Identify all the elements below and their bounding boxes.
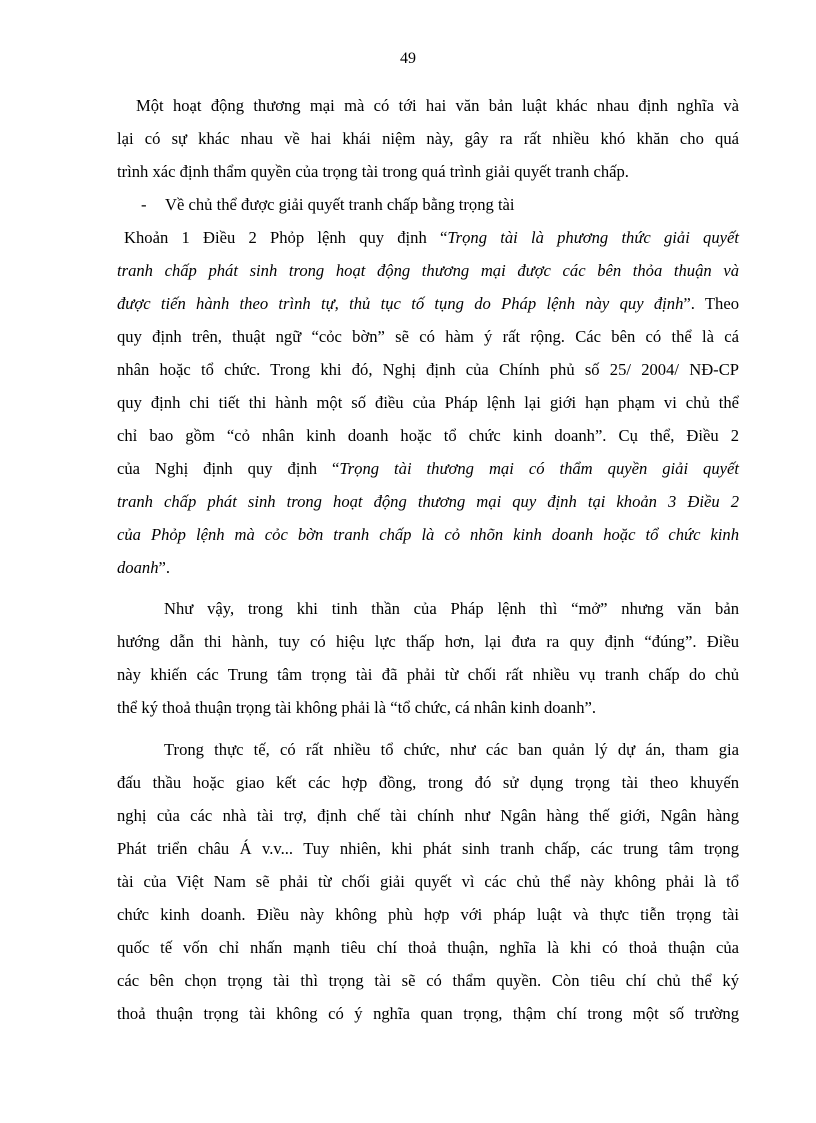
italic-quote: được tiến hành theo trình tự, thủ tục tố tụng do Pháp lệnh này quy định	[117, 294, 684, 313]
text-line: hướng dẫn thi hành, tuy có hiệu lực thấp hơn, lại đưa ra quy định “đúng”. Điều	[117, 632, 739, 651]
text-line: Một hoạt động thương mại mà có tới hai văn bản luật khác nhau định nghĩa và	[136, 96, 739, 115]
text-line: trình xác định thẩm quyền của trọng tài trong quá trình giải quyết tranh chấp.	[117, 162, 629, 181]
italic-line: tranh chấp phát sinh trong hoạt động thương mại được các bên thỏa thuận và	[117, 261, 739, 280]
text-line: Về chủ thể được giải quyết tranh chấp bằng trọng tài	[165, 195, 515, 214]
text-line: nhân hoặc tổ chức. Trong khi đó, Nghị định của Chính phủ số 25/ 2004/ NĐ-CP	[117, 360, 739, 379]
page-number: 49	[400, 50, 416, 67]
italic-quote: doanh	[117, 558, 159, 577]
text-line: lại có sự khác nhau về hai khái niệm này, gây ra rất nhiều khó khăn cho quá	[117, 129, 739, 148]
text-line: đấu thầu hoặc giao kết các hợp đồng, trong đó sử dụng trọng tài theo khuyến	[117, 773, 739, 792]
text-line: thoả thuận trọng tài không có ý nghĩa quan trọng, thậm chí trong một số trường	[117, 1004, 739, 1023]
text-line: các bên chọn trọng tài thì trọng tài sẽ có thẩm quyền. Còn tiêu chí chủ thể ký	[117, 971, 739, 990]
text-span: Khoản 1 Điều 2 Phỏp lệnh quy định “	[124, 228, 448, 247]
text-line: quy định trên, thuật ngữ “cỏc bờn” sẽ có hàm ý rất rộng. Các bên có thể là cá	[117, 327, 739, 346]
text-line: Như vậy, trong khi tinh thần của Pháp lệnh thì “mở” nhưng văn bản	[164, 599, 739, 618]
text-span: của Nghị định quy định “	[117, 459, 340, 478]
text-line: nghị của các nhà tài trợ, định chế tài chính như Ngân hàng thế giới, Ngân hàng	[117, 806, 739, 825]
text-line	[117, 294, 739, 314]
italic-line: của Phỏp lệnh mà cỏc bờn tranh chấp là cỏ nhõn kinh doanh hoặc tổ chức kinh	[117, 525, 739, 544]
italic-quote: Trọng tài là phương thức giải quyết	[447, 228, 739, 247]
text-span: ”.	[158, 558, 170, 577]
text-line: chỉ bao gồm “cỏ nhân kinh doanh hoặc tổ chức kinh doanh”. Cụ thể, Điều 2	[117, 426, 739, 445]
text-line	[117, 558, 170, 578]
text-line	[117, 459, 739, 479]
text-line: quốc tế vốn chỉ nhấn mạnh tiêu chí thoả thuận, nghĩa là khi có thoả thuận của	[117, 938, 739, 957]
text-line: Phát triển châu Á v.v... Tuy nhiên, khi phát sinh tranh chấp, các trung tâm trọng	[117, 839, 739, 858]
text-line: thể ký thoả thuận trọng tài không phải là “tổ chức, cá nhân kinh doanh”.	[117, 698, 597, 717]
text-line: chức kinh doanh. Điều này không phù hợp với pháp luật và thực tiễn trọng tài	[117, 905, 739, 924]
text-line: quy định chi tiết thi hành một số điều của Pháp lệnh lại giới hạn phạm vi chủ thể	[117, 393, 739, 412]
text-line: này khiến các Trung tâm trọng tài đã phải từ chối rất nhiều vụ tranh chấp do chủ	[117, 665, 739, 684]
bullet-dash: -	[141, 195, 147, 214]
text-line: tài của Việt Nam sẽ phải từ chối giải quyết vì các chủ thể này không phải là tổ	[117, 872, 739, 891]
text-line: Trong thực tế, có rất nhiều tổ chức, như các ban quản lý dự án, tham gia	[164, 740, 739, 759]
text-span: ”. Theo	[683, 294, 739, 313]
text-line	[124, 228, 739, 248]
italic-line: tranh chấp phát sinh trong hoạt động thương mại quy định tại khoản 3 Điều 2	[117, 492, 739, 511]
italic-quote: Trọng tài thương mại có thẩm quyền giải quyết	[339, 459, 739, 478]
